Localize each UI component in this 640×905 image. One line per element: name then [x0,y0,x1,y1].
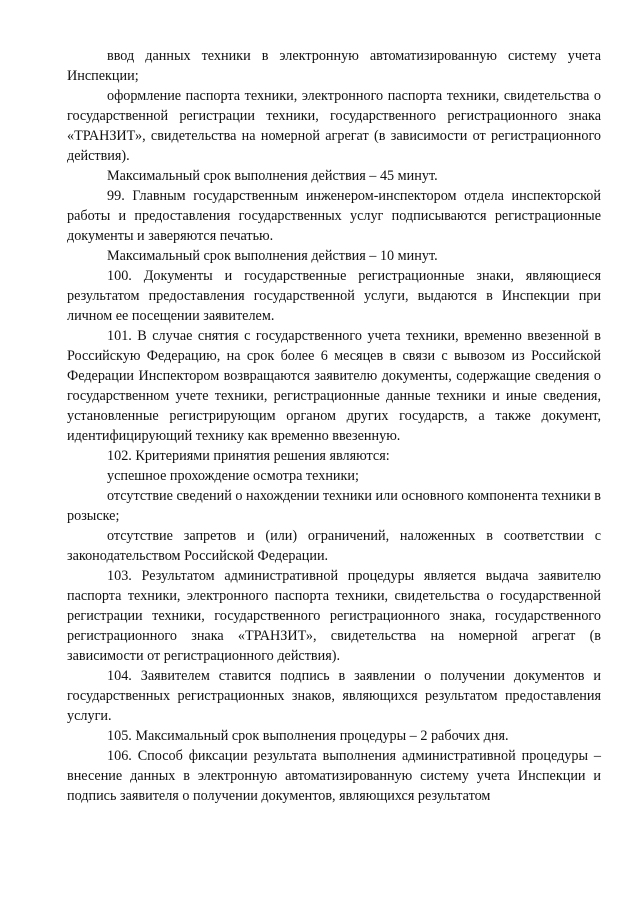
paragraph-99: 99. Главным государственным инженером-инспектором отдела инспекторской работы и предоставления государственных услуг подписываются регистрационные документы и заверяются печатью. [67,188,601,244]
paragraph-criterion-inspection: успешное прохождение осмотра техники; [107,468,359,484]
paragraph-105: 105. Максимальный срок выполнения процедуры – 2 рабочих дня. [107,728,509,744]
paragraph-103: 103. Результатом административной процедуры является выдача заявителю паспорта техники, электронного паспорта техники, свидетельства о государственной регистрации техники, государственного регистрационного знака, государственного регистрационного знака «ТРАНЗИТ», свидетельства на номерной агрегат (в зависимости от регистрационного действия). [67,568,601,664]
paragraph-criterion-restrictions: отсутствие запретов и (или) ограничений, наложенных в соответствии с законодательством Российской Федерации. [67,528,601,564]
paragraph-max-time-45: Максимальный срок выполнения действия – 45 минут. [107,168,438,184]
paragraph-100: 100. Документы и государственные регистрационные знаки, являющиеся результатом предоставления государственной услуги, выдаются в Инспекции при личном ее посещении заявителем. [67,268,601,324]
paragraph-criterion-wanted: отсутствие сведений о нахождении техники или основного компонента техники в розыске; [67,488,601,524]
paragraph-101: 101. В случае снятия с государственного учета техники, временно ввезенной в Российскую Федерацию, на срок более 6 месяцев в связи с вывозом из Российской Федерации Инспектором возвращаются заявителю документы, содержащие сведения о государственном учете техники, регистрационные данные техники и иные сведения, установленные регистрирующим органом других государств, а также документ, идентифицирующий технику как временно ввезенную. [67,328,601,444]
paragraph-document-issuance: оформление паспорта техники, электронного паспорта техники, свидетельства о государственной регистрации техники, государственного регистрационного знака «ТРАНЗИТ», свидетельства на номерной агрегат (в зависимости от регистрационного действия). [67,88,601,164]
paragraph-106: 106. Способ фиксации результата выполнения административной процедуры – внесение данных в электронную автоматизированную систему учета Инспекции и подпись заявителя о получении документов, являющихся результатом [67,748,601,804]
paragraph-104: 104. Заявителем ставится подпись в заявлении о получении документов и государственных регистрационных знаков, являющихся результатом предоставления услуги. [67,668,601,724]
paragraph-max-time-10: Максимальный срок выполнения действия – 10 минут. [107,248,438,264]
paragraph-data-entry: ввод данных техники в электронную автоматизированную систему учета Инспекции; [67,48,601,84]
paragraph-102: 102. Критериями принятия решения являются: [107,448,390,464]
document-page [67,46,601,806]
